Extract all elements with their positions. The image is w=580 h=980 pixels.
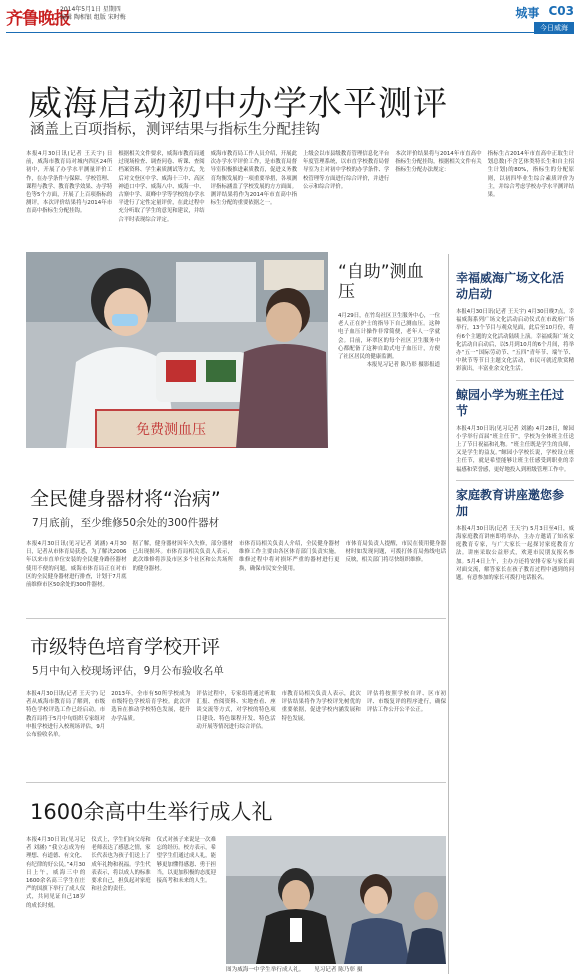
ceremony-paragraph: 仪式对孩子来说是一次难忘的经历。校方表示，希望学生们通过成人礼，能够更加懂得感恩、勇于担当，以更加积极的态度迎接高考和未来的人生。	[156, 837, 216, 885]
fitness-paragraph: 本报4月30日讯(见习记者 刘涵) 4月30日，记者从市体育局获悉，为了解决2006年以来市直单位安装的全民健身路径器材使用不便的问题，威海市体育局正在对市区的全民健身器材进行排查，计划于7月底前维修市区50余处的300件器材。	[26, 541, 127, 589]
ceremony-body	[26, 836, 216, 910]
sidebar	[456, 270, 574, 582]
school-paragraph: 本报4月30日讯(记者 王天宇) 记者从威海市教育局了解到，市级特色学校评选工作已经启动。市教育局将于5月中旬组织专家组对申报学校进行入校现场评估，9月公布验收名单。	[26, 691, 106, 739]
sidebar-item-text: 本报4月30日讯(记者 王天宇) 5月3日至4日，威海家庭教育讲座即将举办，主办方邀请了知名家庭教育专家，与广大家长一起探讨家庭教育方法。讲座采取公益形式，欢迎市民朋友报名参加。5月4日上午，主办方还将安排专家与家长面对面交流，解答家长在孩子教育过程中遇到的问题。有意参加的家长可拨打电话报名。	[456, 525, 574, 582]
free-blood-pressure-sign: 免费测血压	[136, 422, 206, 438]
blood-pressure-photo	[26, 252, 328, 448]
fitness-subheadline: 7月底前，至少维修50余处的300件器材	[32, 517, 220, 529]
fitness-body	[26, 540, 446, 589]
lead-paragraph: 本报4月30日讯(记者 王天宇) 日前，威海市教育局对城内四区24所初中，开展了办学水平测量评价工作，在办学条件与保障、学校管理、课程与教学、教育教学效果、办学特色等5个方面，开展了上百项指标的测评，本次评价结果将与2014年市直高中指标生分配挂钩。	[26, 151, 113, 215]
page-code: C03	[548, 4, 574, 18]
lead-headline: 威海启动初中办学水平测评	[28, 84, 448, 124]
ceremony-photo	[226, 836, 446, 964]
sub-section-badge: 今日威海	[534, 22, 574, 34]
ceremony-photo-credit: 见习记者 陈乃彰 摄	[314, 967, 363, 973]
ceremony-photo-caption	[226, 966, 446, 974]
school-body	[26, 690, 446, 739]
fitness-paragraph: 市体育局负责人提醒，市民在使用健身器材时如发现问题，可拨打体育局热线电话反映，相关部门将尽快组织维修。	[345, 541, 446, 564]
lead-paragraph: 指标生占2014年市直高中正取生计划总数(不含艺体类特长生和自主招生计划)的80%，指标生的分配原则，以初四毕业生综合素质评价为主，并综合考虑学校办学水平测评结果。	[487, 151, 574, 199]
sidebar-item-title: 家庭教育讲座邀您参加	[456, 487, 565, 518]
sidebar-item-text: 本报4月30日讯(见习记者 刘涵) 4月28日，鲸园小学举行首届“班主任节”，学校为全体班主任送上了节日祝福和礼物。“班主任既是学生的良师，又是学生的益友。”鲸园小学校长说，学校设立班主任节，就是希望能够让班主任感受到职业的幸福感和荣誉感，更好地投入到班级管理工作中。	[456, 425, 574, 473]
fitness-paragraph: 据了解，健身器材因年久失修，部分器材已出现损坏。市体育局相关负责人表示，此次维修将涉及市区多个社区和公共场所的健身器材。	[132, 541, 233, 572]
photo1-credit: 本报见习记者 陈乃彰 摄影报道	[366, 362, 440, 369]
fitness-headline: 全民健身器材将“治病”	[30, 488, 221, 510]
school-paragraph: 评估过程中，专家组将通过听取汇报、查阅资料、实地查看、座谈交流等方式，对学校的特色项目建设、特色课程开发、特色活动开展等情况进行综合评估。	[196, 691, 276, 730]
sidebar-rule	[456, 480, 574, 481]
blood-pressure-scene-icon	[26, 252, 328, 448]
issue-date: 2014年5月1日 星期四	[60, 6, 121, 13]
column-divider	[448, 254, 449, 974]
school-subheadline: 5月中旬入校现场评估，9月公布验收名单	[32, 665, 224, 677]
editor-credits: 编辑 陶相银 组版 宋时梅	[60, 14, 126, 21]
lead-paragraph: 威海市教育局工作人员介绍，开展此次办学水平评价工作，是市教育局督导室积极推进素质教育，促进义务教育均衡发展的一项重要举措，各项测评指标涵盖了学校发展的方方面面。测评结果将作为2014年市直高中指标生分配的重要依据之一。	[210, 151, 297, 207]
school-headline: 市级特色培育学校开评	[30, 636, 221, 658]
divider-rule	[26, 782, 446, 783]
sidebar-item-text: 本报4月30日讯(记者 王天宇) 4月30日晚7点，幸福威海系列广场文化活动启动仪式在市政府广场举行，13个节目与观众见面，此后至10月份，将有6个主题的文化活动陆续上演。幸福威海广场文化活动自启动后，以5月到10月的6个月间，将举办“五一”国际劳动节、“五四”青年节、端午节、中秋节等节日主题文化活动，市民可就近欣赏精彩演出，丰富业余文化生活。	[456, 309, 574, 373]
lead-paragraph: 上级会以市县级教育管理信息化平台年度管理系统，以市直学校教育局督导室为主对初中学校的办学条件、学校管理等方面进行综合评价，并进行公示和综合评价。	[302, 151, 390, 190]
photo1-caption: 4月29日，在竹岛社区卫生服务中心，一位老人正在护士的指导下自己测血压。这种电子血压计操作非常简便，老年人一学就会。目前，环翠区的每个社区卫生服务中心都配备了这种自助式电子血压计，方便了社区居民的健康监测。	[338, 313, 440, 361]
photo1-caption-box	[338, 262, 440, 369]
sidebar-item-title: 幸福威海广场文化活动启动	[456, 271, 565, 301]
lead-body	[26, 150, 574, 224]
photo1-quote: “自助”测血压	[338, 262, 424, 302]
sidebar-rule	[456, 380, 574, 381]
lead-paragraph: 本次评价结果将与2014年市直高中指标生分配挂钩，根据相关文件有关指标生分配办法规定：	[395, 151, 482, 174]
school-paragraph: 评估将按照学校自评、区市初评、市级复评的程序进行，确保评估工作公开公平公正。	[366, 691, 447, 714]
school-paragraph: 2013年，全市有50所学校成为市级特色学校培育学校。此次评选旨在推动学校特色发展，提升办学品质。	[111, 691, 191, 722]
fitness-paragraph: 市体育局相关负责人介绍，全民健身器材维修工作主要由各区体育部门负责实施，维修过程中将对损坏严重的器材进行更换，确保市民安全使用。	[239, 541, 340, 572]
sidebar-item-title: 鲸园小学为班主任过节	[456, 387, 565, 418]
divider-rule	[26, 618, 446, 619]
ceremony-paragraph: 仪式上，学生们向父母和老师表达了感恩之情，家长代表也为孩子们送上了成年礼物和祝福。学生代表表示，将以成人的标准要求自己，担负起对家庭和社会的责任。	[91, 837, 151, 893]
section-name: 城事	[515, 6, 540, 20]
newspaper-logo: 齐鲁晚报	[6, 9, 70, 29]
ceremony-headline: 1600余高中生举行成人礼	[30, 800, 273, 824]
lead-paragraph: 根据相关文件要求，威海市教育局通过现场检查、调查问卷、听课、查阅档案资料、学生素质测试等方式，先后对文登区中学、威海十三中、高区神道口中学、威海八中、威海一中、古寨中学、双峰中学等学校的办学水平进行了定性定量评价，在此过程中充分听取了学生的意见和建议，并结合平时表现综合评定。	[118, 151, 205, 223]
ceremony-photo-caption-text: 图为威海一中学生举行成人礼。	[226, 967, 305, 973]
ceremony-scene-icon	[226, 836, 446, 964]
header-rule	[6, 32, 574, 33]
section-label	[515, 4, 574, 23]
school-paragraph: 市教育局相关负责人表示，此次评估结果将作为学校评先树优的重要依据，促进学校内涵发展和特色发展。	[281, 691, 361, 722]
header-meta	[60, 6, 126, 22]
ceremony-paragraph: 本报4月30日讯(见习记者 刘涵) “我立志成为有理想、有道德、有文化、有纪律的好公民。”4月30日上午，威海三中的1600余名高三学生在庄严的国旗下举行了成人仪式，共同见证自己18岁的成长时刻。	[26, 837, 86, 909]
lead-subheadline: 涵盖上百项指标，测评结果与指标生分配挂钩	[30, 122, 320, 138]
